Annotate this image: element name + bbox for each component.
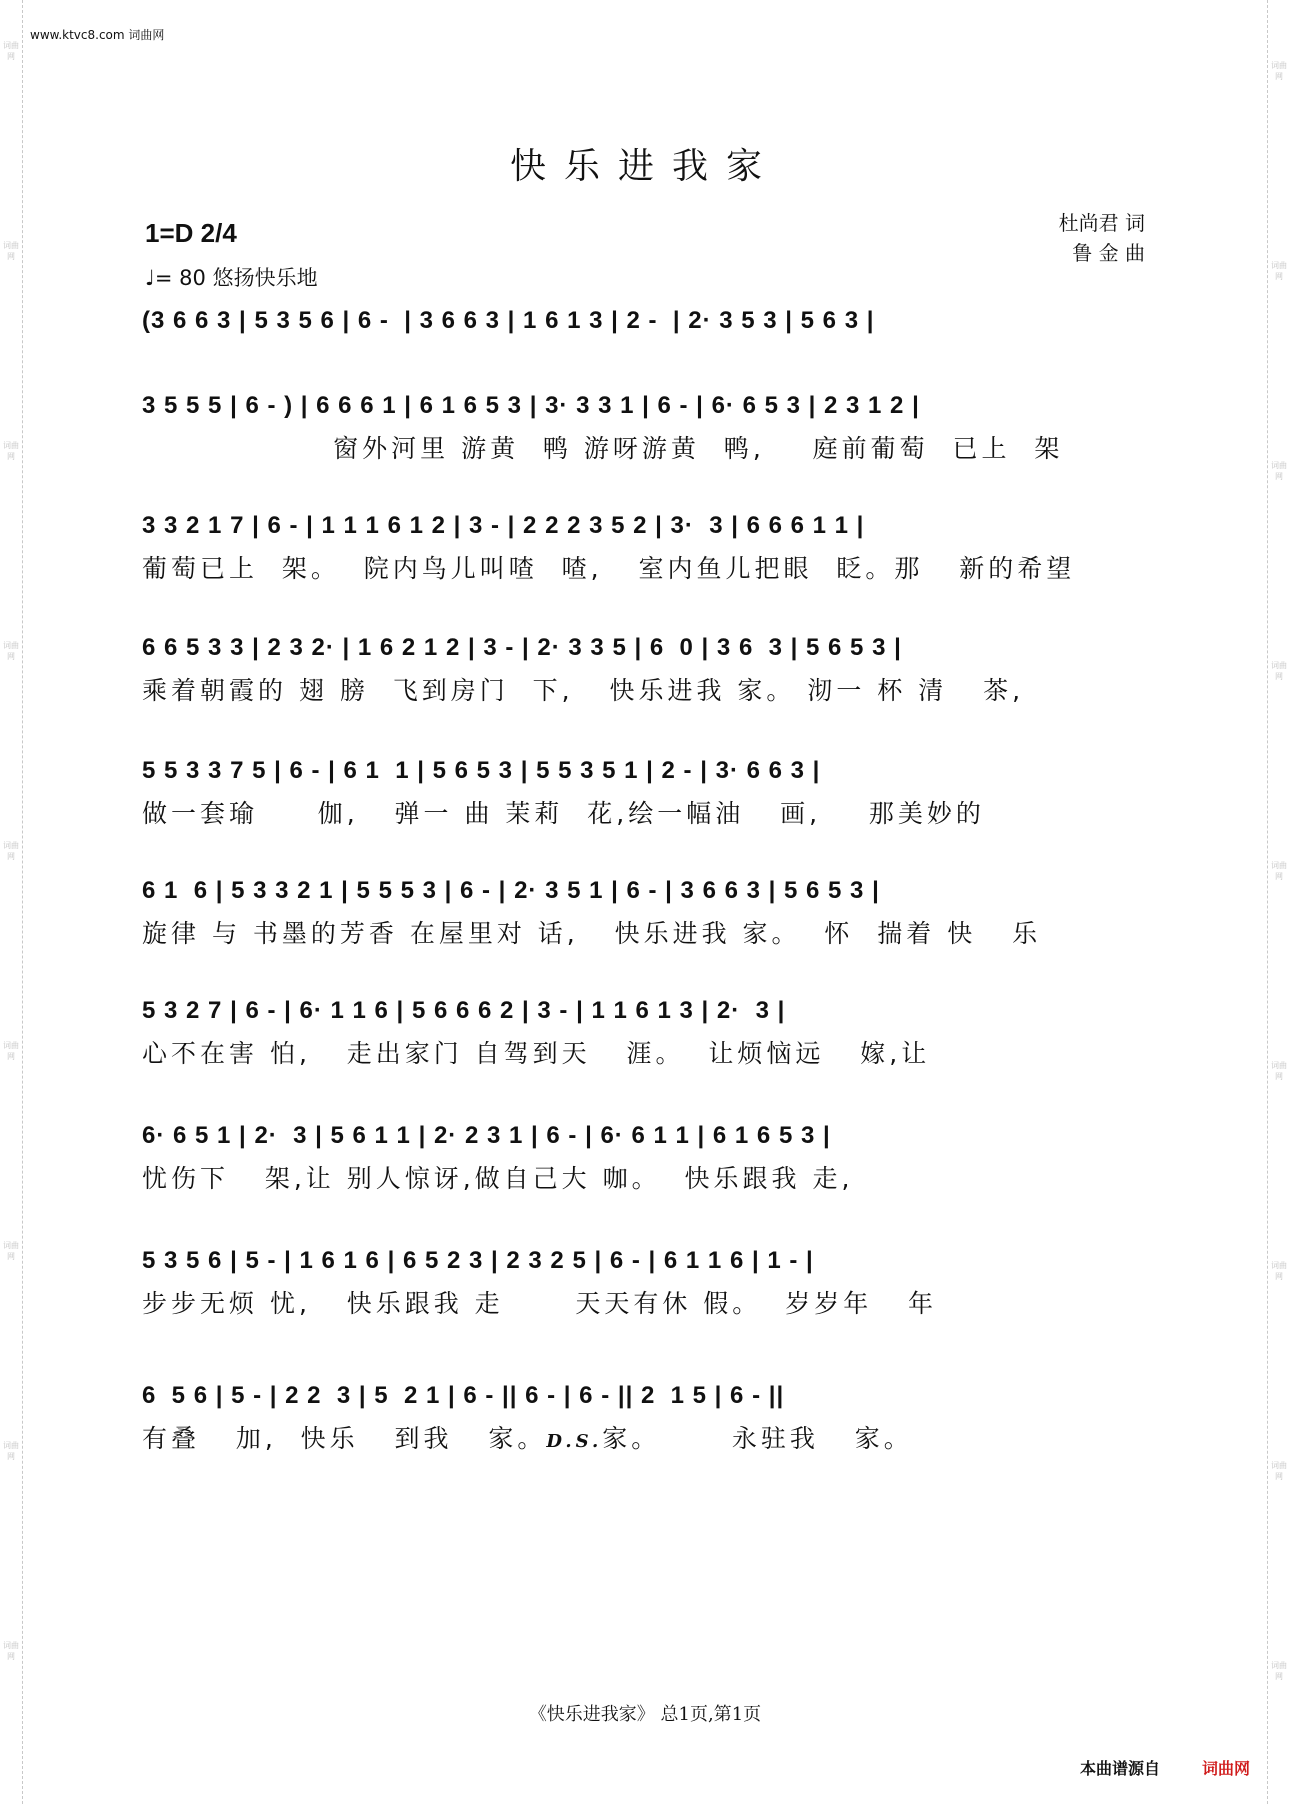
score-line (142, 875, 1150, 951)
notation: 6 5 6 | 5 - | 2 2 3 | 5 2 1 | 6 - || 6 - | 6 - || 2 1 5 | 6 - || (142, 1382, 785, 1409)
watermark: 词曲网 (3, 841, 19, 861)
score-line (142, 1245, 1150, 1321)
lyrics (142, 347, 1150, 381)
brand-logo: 词曲网 (1201, 1759, 1250, 1778)
watermark: 词曲网 (3, 441, 19, 461)
watermark: 词曲网 (1271, 1661, 1287, 1681)
lyrics: 葡萄已上 架。 院内鸟儿叫喳 喳, 室内鱼儿把眼 眨。那 新的希望 (142, 554, 1076, 583)
notation: (3 6 6 3 | 5 3 5 6 | 6 - | 3 6 6 3 | 1 6 1 3 | 2 - | 2· 3 5 3 | 5 6 3 | (142, 307, 875, 334)
watermark: 词曲网 (1271, 461, 1287, 481)
watermark: 词曲网 (3, 641, 19, 661)
score-line (142, 1120, 1150, 1196)
notation: 5 3 5 6 | 5 - | 1 6 1 6 | 6 5 2 3 | 2 3 2 5 | 6 - | 6 1 1 6 | 1 - | (142, 1247, 814, 1274)
tempo-marking: ♩= 80 悠扬快乐地 (145, 266, 318, 290)
lyrics (142, 1422, 1150, 1456)
notation: 5 3 2 7 | 6 - | 6· 1 1 6 | 5 6 6 6 2 | 3 - | 1 1 6 1 3 | 2· 3 | (142, 997, 786, 1024)
watermark: 词曲网 (1271, 261, 1287, 281)
watermark: 词曲网 (3, 1441, 19, 1461)
notation: 6 1 6 | 5 3 3 2 1 | 5 5 5 3 | 6 - | 2· 3 5 1 | 6 - | 3 6 6 3 | 5 6 5 3 | (142, 877, 880, 904)
lyrics: 窗外河里 游黄 鸭 游呀游黄 鸭, 庭前葡萄 已上 架 (142, 434, 1064, 463)
watermark: 词曲网 (3, 1041, 19, 1061)
watermark: 词曲网 (1271, 1061, 1287, 1081)
score-line (142, 755, 1150, 831)
lyrics-main: 有叠 加, 快乐 到我 家。 (142, 1424, 547, 1453)
watermark: 词曲网 (3, 41, 19, 61)
lyricist: 杜尚君 词 (1058, 211, 1145, 235)
notation: 6· 6 5 1 | 2· 3 | 5 6 1 1 | 2· 2 3 1 | 6 - | 6· 6 1 1 | 6 1 6 5 3 | (142, 1122, 831, 1149)
left-margin-strip (0, 0, 23, 1804)
lyrics: 做一套瑜 伽, 弹一 曲 茉莉 花,绘一幅油 画, 那美妙的 (142, 799, 985, 828)
notation: 5 5 3 3 7 5 | 6 - | 6 1 1 | 5 6 5 3 | 5 5 3 5 1 | 2 - | 3· 6 6 3 | (142, 757, 821, 784)
score-line (142, 510, 1150, 586)
page-info: 《快乐进我家》 总1页,第1页 (528, 1704, 762, 1725)
key-signature: 1=D 2/4 (145, 218, 237, 248)
source-label: 本曲谱源自 (1079, 1759, 1160, 1778)
notation: 6 6 5 3 3 | 2 3 2· | 1 6 2 1 2 | 3 - | 2· 3 3 5 | 6 0 | 3 6 3 | 5 6 5 3 | (142, 634, 902, 661)
notation: 3 3 2 1 7 | 6 - | 1 1 1 6 1 2 | 3 - | 2 2 2 3 5 2 | 3· 3 | 6 6 6 1 1 | (142, 512, 865, 539)
dal-segno-mark: D.S. (546, 1431, 603, 1452)
site-url: www.ktvc8.com 词曲网 (30, 28, 165, 42)
lyrics-ending: 家。 永驻我 家。 (602, 1424, 913, 1453)
watermark: 词曲网 (1271, 661, 1287, 681)
watermark: 词曲网 (3, 241, 19, 261)
watermark: 词曲网 (1271, 1461, 1287, 1481)
watermark: 词曲网 (1271, 61, 1287, 81)
score-line (142, 1380, 1150, 1456)
watermark: 词曲网 (1271, 861, 1287, 881)
lyrics: 步步无烦 忧, 快乐跟我 走 天天有休 假。 岁岁年 年 (142, 1289, 938, 1318)
right-margin-strip (1267, 0, 1290, 1804)
score-line (142, 305, 1150, 381)
watermark: 词曲网 (1271, 1261, 1287, 1281)
watermark: 词曲网 (3, 1641, 19, 1661)
lyrics: 忧伤下 架,让 别人惊讶,做自己大 咖。 快乐跟我 走, (142, 1164, 854, 1193)
notation: 3 5 5 5 | 6 - ) | 6 6 6 1 | 6 1 6 5 3 | 3· 3 3 1 | 6 - | 6· 6 5 3 | 2 3 1 2 | (142, 392, 920, 419)
lyrics: 乘着朝霞的 翅 膀 飞到房门 下, 快乐进我 家。 沏一 杯 清 茶, (142, 676, 1025, 705)
lyrics: 旋律 与 书墨的芳香 在屋里对 话, 快乐进我 家。 怀 揣着 快 乐 (142, 919, 1042, 948)
score-line (142, 995, 1150, 1071)
song-title: 快乐进我家 (509, 146, 780, 187)
composer: 鲁 金 曲 (1072, 241, 1145, 265)
score-line (142, 390, 1150, 466)
watermark: 词曲网 (3, 1241, 19, 1261)
credits (1059, 208, 1145, 268)
lyrics: 心不在害 怕, 走出家门 自驾到天 涯。 让烦恼远 嫁,让 (142, 1039, 931, 1068)
score-line (142, 632, 1150, 708)
